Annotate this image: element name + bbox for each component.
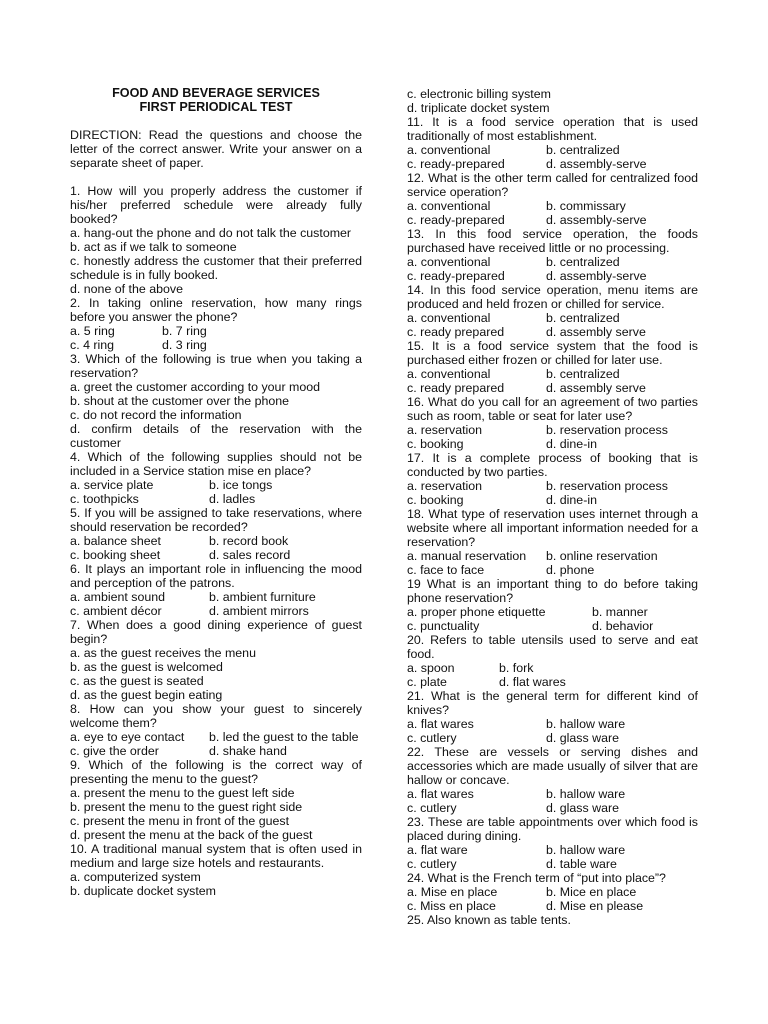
choice-7a: a. as the guest receives the menu xyxy=(70,646,256,660)
choice-20c: c. plate xyxy=(407,675,447,689)
question-17: 17. It is a complete process of booking that is conducted by two parties. xyxy=(407,451,698,479)
choices-21-row2 xyxy=(407,731,698,745)
question-16: 16. What do you call for an agreement of two parties such as room, table or seat for later use? xyxy=(407,395,698,423)
choice-18c: c. face to face xyxy=(407,563,485,577)
question-12: 12. What is the other term called for centralized food service operation? xyxy=(407,171,698,199)
choice-16a: a. reservation xyxy=(407,423,483,437)
choice-7b: b. as the guest is welcomed xyxy=(70,660,223,674)
choice-3d: d. confirm details of the reservation with the customer xyxy=(70,422,362,450)
choice-9a: a. present the menu to the guest left side xyxy=(70,786,295,800)
choice-24d: d. Mise en please xyxy=(546,899,644,913)
question-3: 3. Which of the following is true when you taking a reservation? xyxy=(70,352,362,380)
question-22: 22. These are vessels or serving dishes and accessories which are made usually of silver that are hallow or concave. xyxy=(407,745,698,787)
choices-18-row2 xyxy=(407,563,698,577)
choice-22b: b. hallow ware xyxy=(546,787,626,801)
choices-14-row1 xyxy=(407,311,698,325)
choice-8a: a. eye to eye contact xyxy=(70,730,185,744)
choice-10c: c. electronic billing system xyxy=(407,87,551,101)
question-25: 25. Also known as table tents. xyxy=(407,913,571,927)
choice-24a: a. Mise en place xyxy=(407,885,498,899)
choice-5c: c. booking sheet xyxy=(70,548,161,562)
choice-22d: d. glass ware xyxy=(546,801,620,815)
choice-17b: b. reservation process xyxy=(546,479,668,493)
choice-14b: b. centralized xyxy=(546,311,620,325)
choices-12-row1 xyxy=(407,199,698,213)
choice-13b: b. centralized xyxy=(546,255,620,269)
choice-9d: d. present the menu at the back of the guest xyxy=(70,828,313,842)
question-23: 23. These are table appointments over which food is placed during dining. xyxy=(407,815,698,843)
choices-6-row2 xyxy=(70,604,362,618)
question-1: 1. How will you properly address the customer if his/her preferred schedule were already fully booked? xyxy=(70,184,362,226)
choice-6a: a. ambient sound xyxy=(70,590,166,604)
question-2: 2. In taking online reservation, how many rings before you answer the phone? xyxy=(70,296,362,324)
choices-6-row1 xyxy=(70,590,362,604)
choice-10a: a. computerized system xyxy=(70,870,201,884)
choice-22a: a. flat wares xyxy=(407,787,474,801)
choice-8b: b. led the guest to the table xyxy=(209,730,359,744)
choice-6c: c. ambient décor xyxy=(70,604,162,618)
choice-2a: a. 5 ring xyxy=(70,324,115,338)
choice-21b: b. hallow ware xyxy=(546,717,626,731)
choices-17-row1 xyxy=(407,479,698,493)
choices-19-row2 xyxy=(407,619,698,633)
choice-5a: a. balance sheet xyxy=(70,534,161,548)
choice-12a: a. conventional xyxy=(407,199,491,213)
choice-11d: d. assembly-serve xyxy=(546,157,647,171)
choice-15d: d. assembly serve xyxy=(546,381,646,395)
choices-24-row2 xyxy=(407,899,698,913)
question-10: 10. A traditional manual system that is often used in medium and large size hotels and restaurants. xyxy=(70,842,362,870)
choice-13a: a. conventional xyxy=(407,255,491,269)
question-21: 21. What is the general term for different kind of knives? xyxy=(407,689,698,717)
choice-7c: c. as the guest is seated xyxy=(70,674,204,688)
choice-4b: b. ice tongs xyxy=(209,478,273,492)
choices-5-row1 xyxy=(70,534,362,548)
choices-24-row1 xyxy=(407,885,698,899)
choices-8-row2 xyxy=(70,744,362,758)
choices-15-row2 xyxy=(407,381,698,395)
choice-21a: a. flat wares xyxy=(407,717,474,731)
choices-5-row2 xyxy=(70,548,362,562)
choices-2-row2 xyxy=(70,338,362,352)
choices-20-row1 xyxy=(407,661,698,675)
choice-2d: d. 3 ring xyxy=(162,338,207,352)
choice-23a: a. flat ware xyxy=(407,843,468,857)
choice-11c: c. ready-prepared xyxy=(407,157,505,171)
question-18: 18. What type of reservation uses internet through a website where all important information needed for a reservation? xyxy=(407,507,698,549)
choice-6d: d. ambient mirrors xyxy=(209,604,309,618)
choice-1d: d. none of the above xyxy=(70,282,183,296)
choice-1c: c. honestly address the customer that their preferred schedule is in fully booked. xyxy=(70,254,362,282)
choice-17a: a. reservation xyxy=(407,479,483,493)
choices-15-row1 xyxy=(407,367,698,381)
title-line-1: FOOD AND BEVERAGE SERVICES xyxy=(112,86,320,100)
choices-11-row2 xyxy=(407,157,698,171)
choice-23d: d. table ware xyxy=(546,857,617,871)
question-20: 20. Refers to table utensils used to serve and eat food. xyxy=(407,633,698,661)
question-6: 6. It plays an important role in influencing the mood and perception of the patrons. xyxy=(70,562,362,590)
choice-22c: c. cutlery xyxy=(407,801,457,815)
choice-21d: d. glass ware xyxy=(546,731,620,745)
choice-16b: b. reservation process xyxy=(546,423,668,437)
choices-20-row2 xyxy=(407,675,698,689)
right-column xyxy=(407,87,698,927)
choice-12c: c. ready-prepared xyxy=(407,213,505,227)
question-7: 7. When does a good dining experience of guest begin? xyxy=(70,618,362,646)
choice-7d: d. as the guest begin eating xyxy=(70,688,223,702)
question-4: 4. Which of the following supplies should not be included in a Service station mise en place? xyxy=(70,450,362,478)
choices-23-row2 xyxy=(407,857,698,871)
choice-18a: a. manual reservation xyxy=(407,549,527,563)
choice-12b: b. commissary xyxy=(546,199,626,213)
choice-4c: c. toothpicks xyxy=(70,492,139,506)
choices-16-row2 xyxy=(407,437,698,451)
choice-11b: b. centralized xyxy=(546,143,620,157)
question-13: 13. In this food service operation, the foods purchased have received little or no processing. xyxy=(407,227,698,255)
left-column xyxy=(70,86,362,898)
choice-13d: d. assembly-serve xyxy=(546,269,647,283)
choice-16d: d. dine-in xyxy=(546,437,597,451)
question-9: 9. Which of the following is the correct way of presenting the menu to the guest? xyxy=(70,758,362,786)
choices-23-row1 xyxy=(407,843,698,857)
choice-17d: d. dine-in xyxy=(546,493,597,507)
choice-16c: c. booking xyxy=(407,437,464,451)
choices-2-row1 xyxy=(70,324,362,338)
choice-6b: b. ambient furniture xyxy=(209,590,316,604)
choice-19d: d. behavior xyxy=(592,619,654,633)
choice-8c: c. give the order xyxy=(70,744,159,758)
question-5: 5. If you will be assigned to take reservations, where should reservation be recorded? xyxy=(70,506,362,534)
choice-9c: c. present the menu in front of the guest xyxy=(70,814,290,828)
choice-9b: b. present the menu to the guest right side xyxy=(70,800,303,814)
choice-3b: b. shout at the customer over the phone xyxy=(70,394,290,408)
question-24: 24. What is the French term of “put into place”? xyxy=(407,871,666,885)
choice-23b: b. hallow ware xyxy=(546,843,626,857)
choice-20b: b. fork xyxy=(499,661,534,675)
choices-17-row2 xyxy=(407,493,698,507)
question-11: 11. It is a food service operation that is used traditionally of most establishment. xyxy=(407,115,698,143)
choice-2b: b. 7 ring xyxy=(162,324,207,338)
choices-14-row2 xyxy=(407,325,698,339)
choices-22-row1 xyxy=(407,787,698,801)
test-title xyxy=(70,86,362,114)
choice-14d: d. assembly serve xyxy=(546,325,646,339)
choice-15a: a. conventional xyxy=(407,367,491,381)
choice-1b: b. act as if we talk to someone xyxy=(70,240,237,254)
choice-15b: b. centralized xyxy=(546,367,620,381)
choice-15c: c. ready prepared xyxy=(407,381,505,395)
choice-10d: d. triplicate docket system xyxy=(407,101,550,115)
choice-21c: c. cutlery xyxy=(407,731,457,745)
choice-23c: c. cutlery xyxy=(407,857,457,871)
choice-2c: c. 4 ring xyxy=(70,338,115,352)
choice-1a: a. hang-out the phone and do not talk the customer xyxy=(70,226,352,240)
choice-3c: c. do not record the information xyxy=(70,408,242,422)
choice-18d: d. phone xyxy=(546,563,595,577)
choice-20a: a. spoon xyxy=(407,661,455,675)
choices-13-row1 xyxy=(407,255,698,269)
choice-20d: d. flat wares xyxy=(499,675,566,689)
choice-14c: c. ready prepared xyxy=(407,325,505,339)
choices-11-row1 xyxy=(407,143,698,157)
choice-24c: c. Miss en place xyxy=(407,899,496,913)
choice-14a: a. conventional xyxy=(407,311,491,325)
choice-24b: b. Mice en place xyxy=(546,885,637,899)
question-19: 19 What is an important thing to do before taking phone reservation? xyxy=(407,577,698,605)
choice-19b: b. manner xyxy=(592,605,648,619)
choice-4a: a. service plate xyxy=(70,478,154,492)
choices-13-row2 xyxy=(407,269,698,283)
choice-13c: c. ready-prepared xyxy=(407,269,505,283)
choices-22-row2 xyxy=(407,801,698,815)
choice-8b-wrap xyxy=(209,730,362,744)
choice-12d: d. assembly-serve xyxy=(546,213,647,227)
choice-17c: c. booking xyxy=(407,493,464,507)
choice-19a: a. proper phone etiquette xyxy=(407,605,546,619)
choice-19c: c. punctuality xyxy=(407,619,480,633)
choice-5d: d. sales record xyxy=(209,548,291,562)
choices-4-row2 xyxy=(70,492,362,506)
directions: DIRECTION: Read the questions and choose the letter of the correct answer. Write your answer on a separate sheet of paper. xyxy=(70,128,362,170)
title-line-2: FIRST PERIODICAL TEST xyxy=(139,100,293,114)
choice-5b: b. record book xyxy=(209,534,289,548)
choice-3a: a. greet the customer according to your mood xyxy=(70,380,321,394)
choice-4d: d. ladles xyxy=(209,492,256,506)
choices-12-row2 xyxy=(407,213,698,227)
choices-21-row1 xyxy=(407,717,698,731)
choice-8d: d. shake hand xyxy=(209,744,287,758)
choices-4-row1 xyxy=(70,478,362,492)
question-15: 15. It is a food service system that the food is purchased either frozen or chilled for later use. xyxy=(407,339,698,367)
choice-18b: b. online reservation xyxy=(546,549,658,563)
choice-10b: b. duplicate docket system xyxy=(70,884,217,898)
question-8: 8. How can you show your guest to sincerely welcome them? xyxy=(70,702,362,730)
choices-16-row1 xyxy=(407,423,698,437)
choices-18-row1 xyxy=(407,549,698,563)
question-14: 14. In this food service operation, menu items are produced and held frozen or chilled for service. xyxy=(407,283,698,311)
choice-11a: a. conventional xyxy=(407,143,491,157)
choices-19-row1 xyxy=(407,605,698,619)
